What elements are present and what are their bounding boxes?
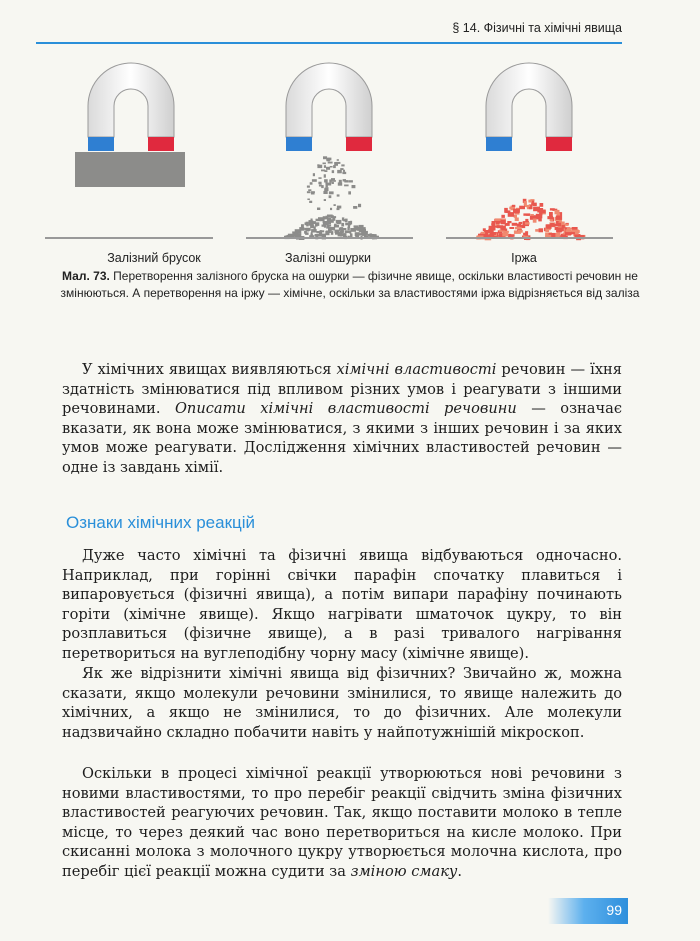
figure-73	[0, 0, 700, 330]
page-number-badge	[548, 898, 628, 924]
rust-pile	[476, 199, 585, 240]
south-pole	[346, 137, 372, 151]
south-pole	[148, 137, 174, 151]
iron-filings	[284, 156, 379, 240]
header-title: § 14. Фізичні та хімічні явища	[452, 21, 622, 35]
paragraph-chemical-properties: У хімічних явищах виявляються хімічні властивості речовин — їхня здатність змінюватися під впливом різних умов і реагувати з іншими речовинами. Описати хімічні властивості речовини — означає вказати, як вона може змінюватися, з якими з інших речовин і за яких умов може реагувати. Дослідження хімічних властивостей речовин — одне із завдань хімії.	[62, 361, 622, 476]
section-title: Ознаки хімічних реакцій	[66, 513, 256, 532]
paragraph-simultaneous: Дуже часто хімічні та фізичні явища відбуваються одночасно. Наприклад, при горінні свічки парафін спочатку плавиться і випаровується (фізичні явища), а потім випари парафіну починають горіти (хімічне явище). Якщо нагрівати шматочок цукру, то він розплавиться (фізичне явище), а в разі тривалого нагрівання перетвориться на вуглеподібну чорну масу (хімічне явище).	[62, 547, 622, 662]
magnet-1	[75, 63, 185, 187]
magnets-illustration	[0, 0, 700, 250]
figure-caption	[50, 268, 650, 302]
paragraph-distinguish: Як же відрізнити хімічні явища від фізичних? Звичайно ж, можна сказати, якщо молекули речовини змінилися, то явище належить до хімічних, а якщо не змінилися, то до фізичних. Але молекули надзвичайно складно побачити навіть у найпотужнішій мікроскоп.	[62, 665, 622, 741]
label-rust: Іржа	[511, 251, 537, 265]
magnet-2	[284, 63, 379, 240]
north-pole	[286, 137, 312, 151]
iron-bar	[75, 152, 185, 187]
term-describe-properties: Описати хімічні властивості речовини	[174, 400, 517, 417]
label-iron-filings: Залізні ошурки	[285, 251, 371, 265]
term-chemical-properties: хімічні властивості	[336, 361, 497, 378]
term-taste-change: зміною смаку	[350, 862, 458, 880]
south-pole	[546, 137, 572, 151]
north-pole	[486, 137, 512, 151]
north-pole	[88, 137, 114, 151]
label-iron-bar: Залізний брусок	[107, 251, 201, 265]
paragraph-reaction-signs: Оскільки в процесі хімічної реакції утворюються нові речовини з новими властивостями, то про перебіг реакції свідчить зміна фізичних властивостей реагуючих речовин. Так, якщо поставити молоко в тепле місце, то через деякий час воно перетвориться на кисле молоко. При скисанні молока з молочного цукру утворюється молочна кислота, про перебіг цієї реакції можна судити за зміною смаку.	[62, 765, 622, 880]
caption-number: Мал. 73.	[62, 269, 110, 283]
page-number: 99	[606, 902, 622, 918]
magnet-3	[476, 63, 585, 240]
caption-text: Перетворення залізного бруска на ошурки — фізичне явище, оскільки властивості речовин не змінюються. А перетворення на іржу — хімічне, оскільки за властивостями іржа відрізняється від заліза	[60, 269, 640, 300]
